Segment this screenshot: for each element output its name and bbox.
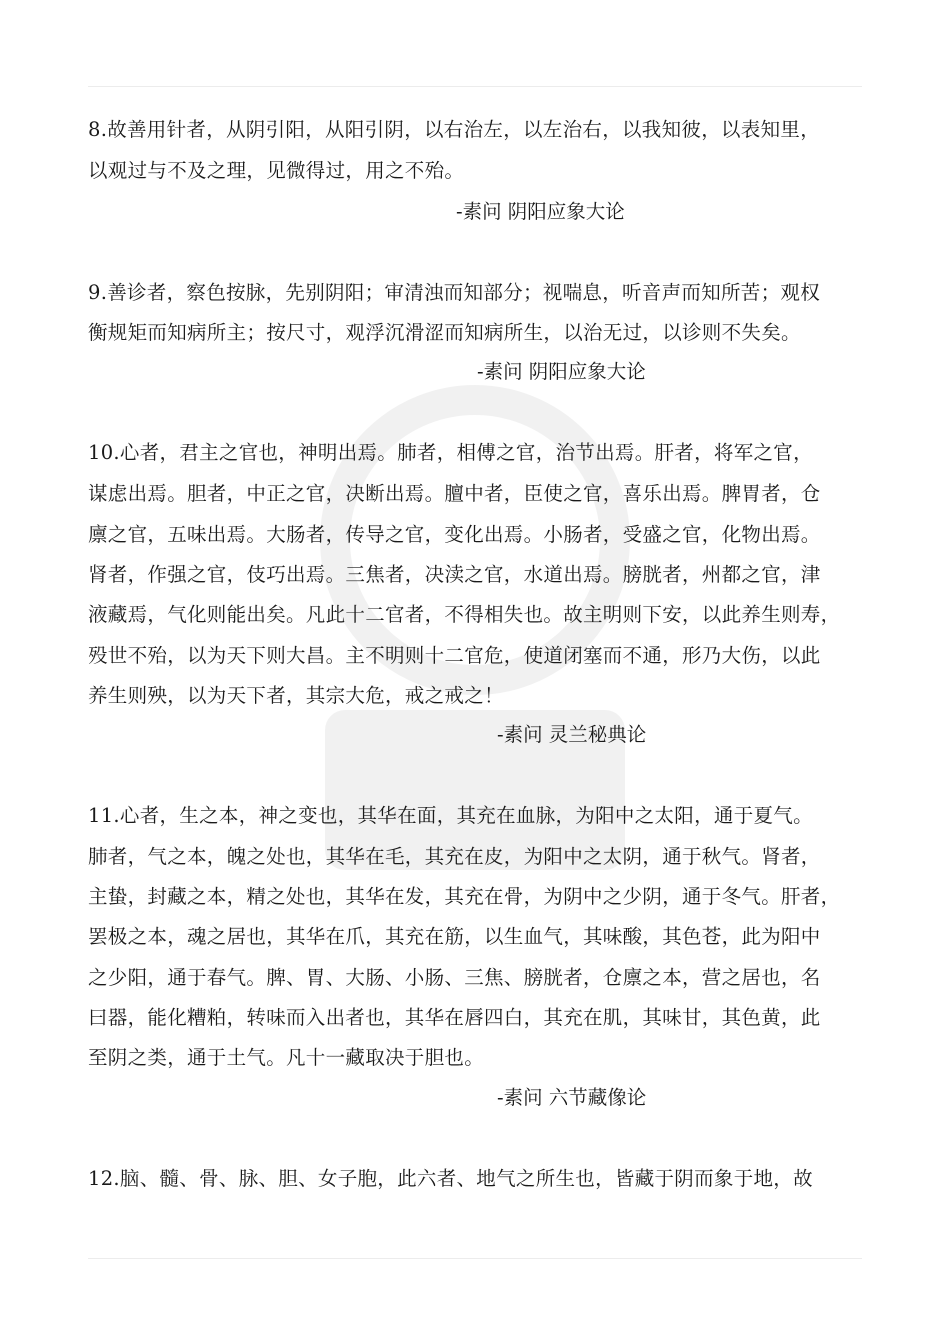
passage-8-source: -素问 阴阳应象大论	[456, 200, 625, 223]
passage-10-source: -素问 灵兰秘典论	[497, 723, 647, 746]
passage-8-line-2: 以观过与不及之理，见微得过，用之不殆。	[88, 159, 465, 182]
passage-8-line-1: 8.故善用针者，从阴引阳，从阳引阴，以右治左，以左治右，以我知彼，以表知里，	[88, 118, 821, 141]
passage-10-line-6: 殁世不殆，以为天下则大昌。主不明则十二官危，使道闭塞而不通，形乃大伤，以此	[88, 644, 821, 667]
passage-11-line-2: 肺者，气之本，魄之处也，其华在毛，其充在皮，为阳中之太阴，通于秋气。肾者，	[88, 845, 821, 868]
passage-11-line-3: 主蛰，封藏之本，精之处也，其华在发，其充在骨，为阴中之少阴，通于冬气。肝者，	[88, 885, 841, 908]
passage-9-source: -素问 阴阳应象大论	[477, 360, 646, 383]
passage-10-line-7: 养生则殃，以为天下者，其宗大危，戒之戒之！	[88, 684, 504, 707]
passage-9-line-2: 衡规矩而知病所主；按尺寸，观浮沉滑涩而知病所生，以治无过，以诊则不失矣。	[88, 321, 801, 344]
passage-11-source: -素问 六节藏像论	[497, 1086, 647, 1109]
passage-12-line-1: 12.脑、髓、骨、脉、胆、女子胞，此六者、地气之所生也，皆藏于阴而象于地，故	[88, 1167, 813, 1190]
passage-11-line-1: 11.心者，生之本，神之变也，其华在面，其充在血脉，为阳中之太阳，通于夏气。	[88, 804, 813, 827]
passage-10-line-5: 液藏焉，气化则能出矣。凡此十二官者，不得相失也。故主明则下安，以此养生则寿，	[88, 603, 841, 626]
passage-10-line-3: 廪之官，五味出焉。大肠者，传导之官，变化出焉。小肠者，受盛之官，化物出焉。	[88, 523, 821, 546]
passage-10-line-2: 谋虑出焉。胆者，中正之官，决断出焉。膻中者，臣使之官，喜乐出焉。脾胃者，仓	[88, 482, 821, 505]
passage-11-line-7: 至阴之类，通于土气。凡十一藏取决于胆也。	[88, 1046, 485, 1069]
passage-10-line-1: 10.心者，君主之官也，神明出焉。肺者，相傅之官，治节出焉。肝者，将军之官，	[88, 441, 813, 464]
bottom-divider	[88, 1258, 862, 1259]
passage-10-line-4: 肾者，作强之官，伎巧出焉。三焦者，决渎之官，水道出焉。膀胱者，州都之官，津	[88, 563, 821, 586]
passage-11-line-5: 之少阳，通于春气。脾、胃、大肠、小肠、三焦、膀胱者，仓廪之本，营之居也，名	[88, 966, 821, 989]
top-divider	[88, 86, 862, 87]
passage-11-line-6: 曰器，能化糟粕，转味而入出者也，其华在唇四白，其充在肌，其味甘，其色黄，此	[88, 1006, 821, 1029]
passage-9-line-1: 9.善诊者，察色按脉，先别阴阳；审清浊而知部分；视喘息，听音声而知所苦；观权	[88, 281, 821, 304]
passage-11-line-4: 罢极之本，魂之居也，其华在爪，其充在筋，以生血气，其味酸，其色苍，此为阳中	[88, 925, 821, 948]
